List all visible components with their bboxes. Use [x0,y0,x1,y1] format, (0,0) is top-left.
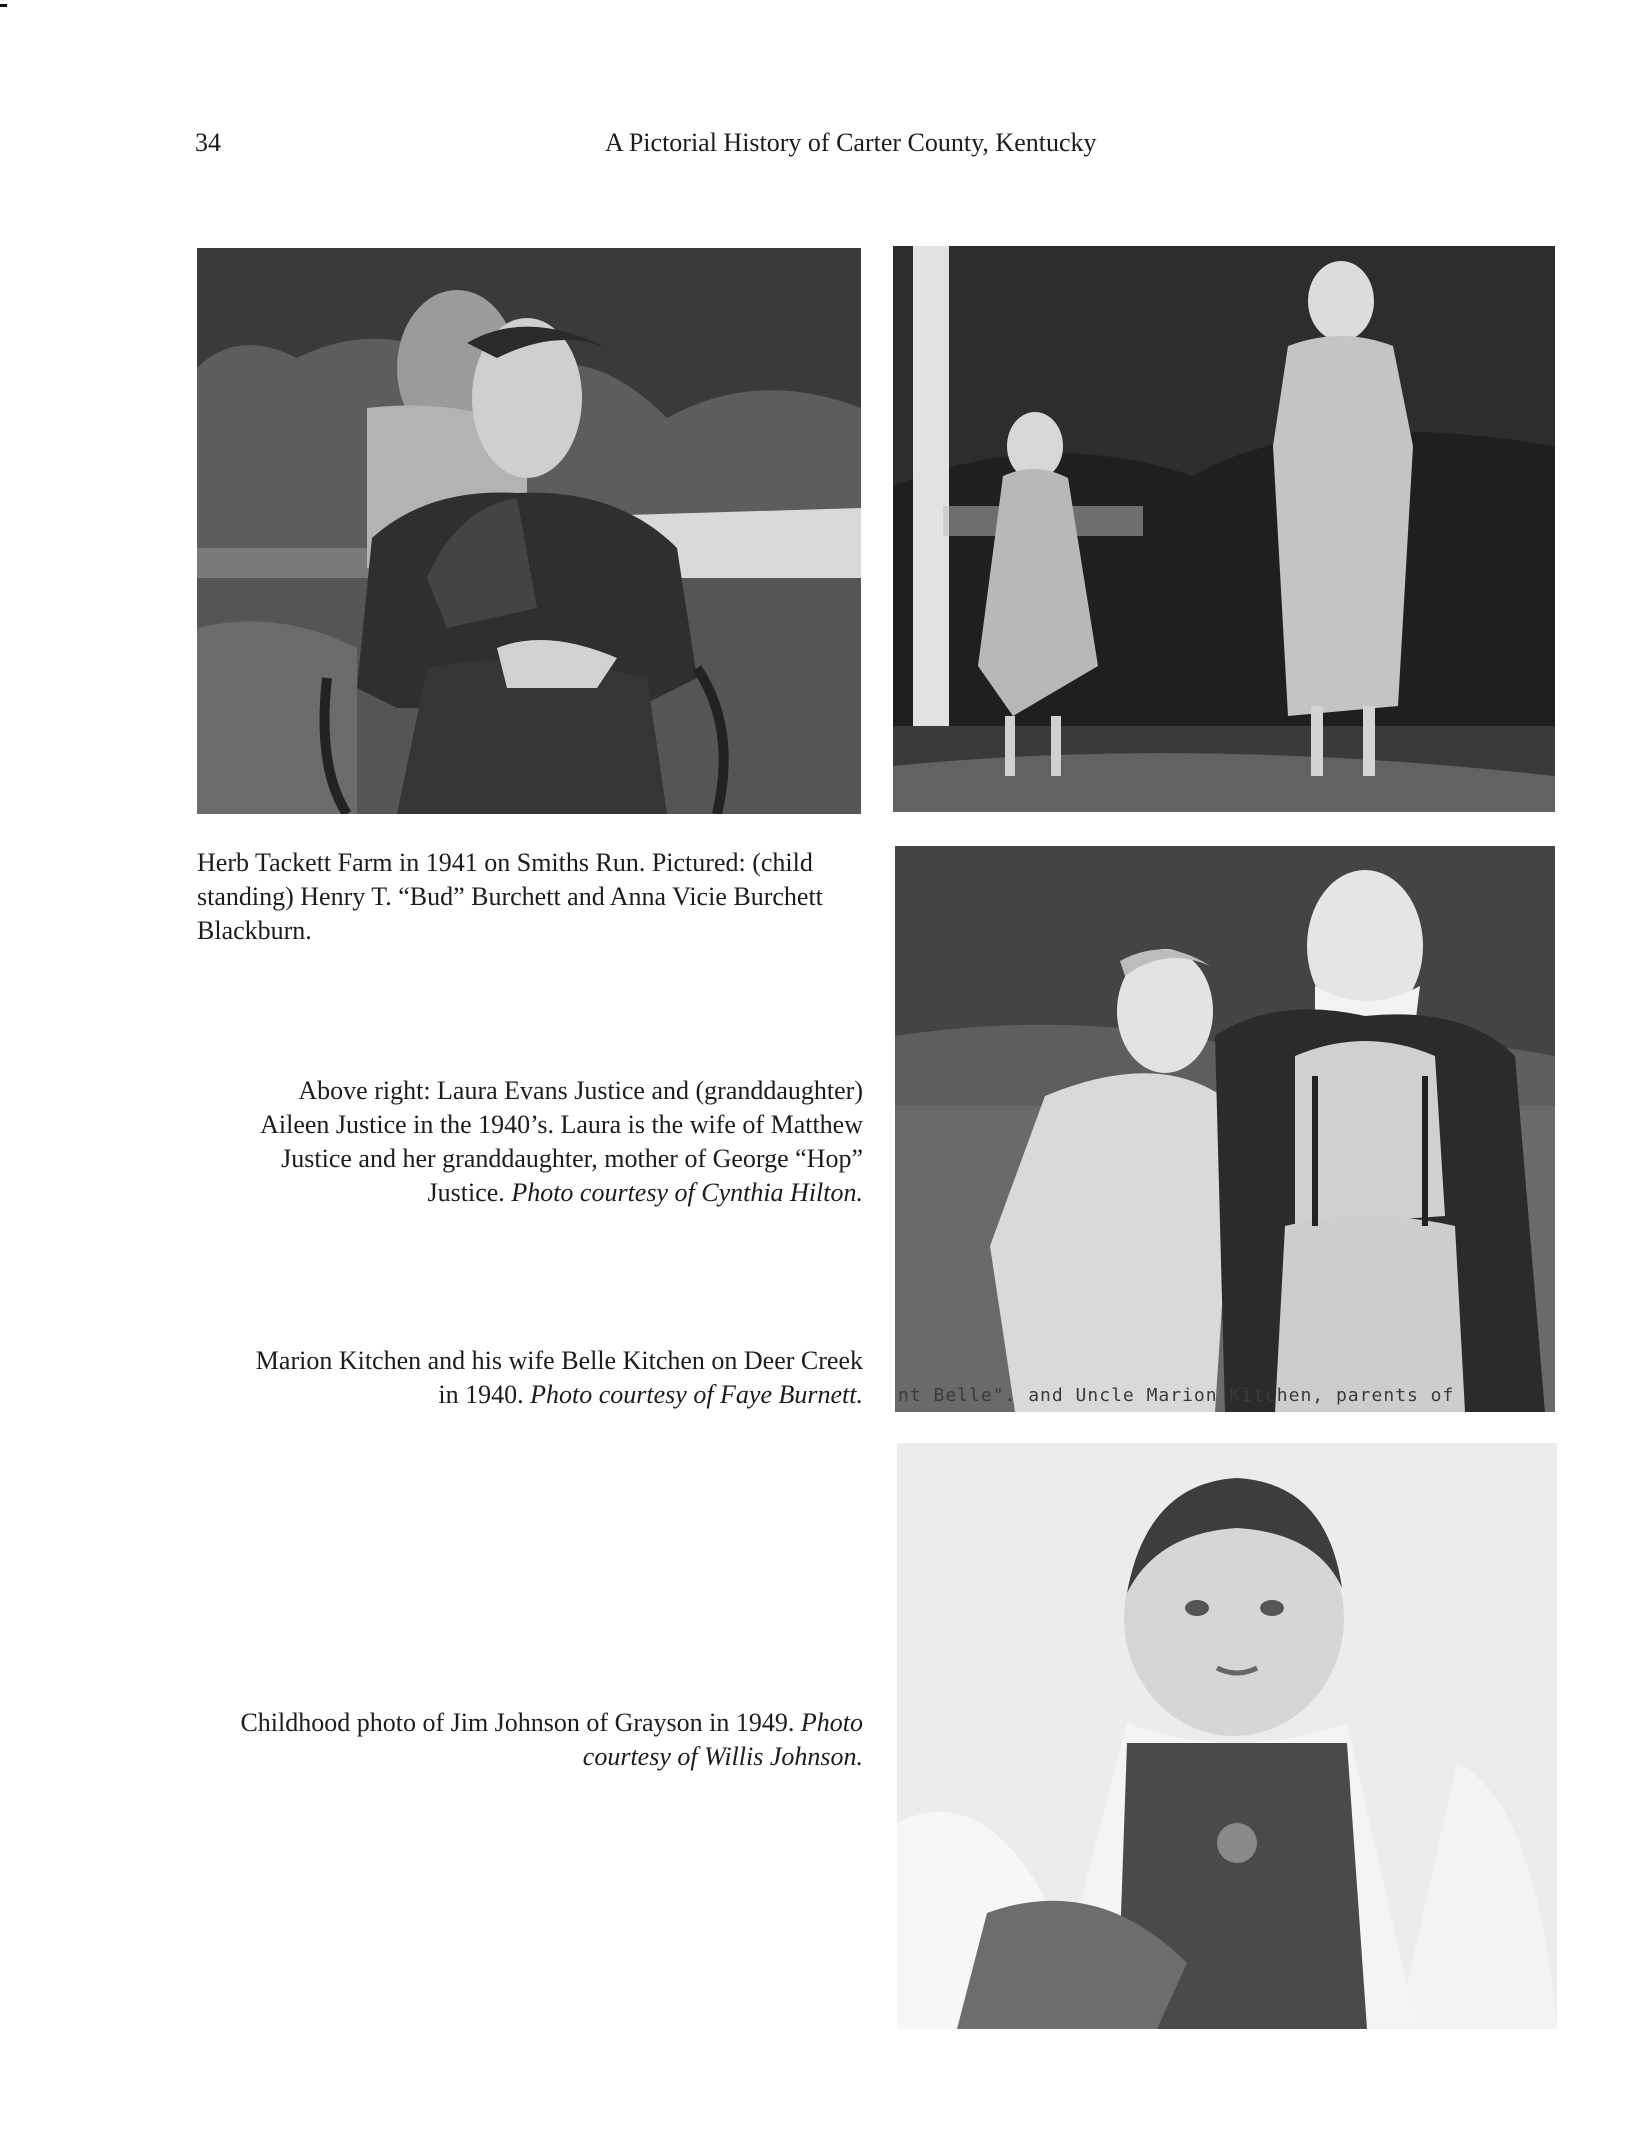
photo-credit: courtesy of Willis Johnson. [582,1742,863,1771]
caption-line: standing) Henry T. “Bud” Burchett and Anna Vicie Burchett [197,882,823,911]
caption-justice [260,1074,863,1210]
caption-line [260,1176,863,1210]
caption-line [256,1378,863,1412]
caption-line: Above right: Laura Evans Justice and (granddaughter) [298,1076,863,1105]
scan-edge-mark [0,4,7,7]
caption-line: Justice and her granddaughter, mother of George “Hop” [281,1144,863,1173]
photo-jim-johnson-childhood [897,1443,1557,2029]
caption-tackett-farm [197,846,823,948]
caption-line: Herb Tackett Farm in 1941 on Smiths Run. Pictured: (child [197,848,813,877]
caption-johnson [240,1706,863,1774]
photo-marion-belle-kitchen [895,846,1555,1412]
photo-credit: Photo courtesy of Cynthia Hilton. [511,1178,863,1207]
page-number: 34 [195,128,221,157]
caption-text: in 1940. [438,1380,531,1409]
caption-line [240,1706,863,1740]
photo-credit: Photo courtesy of Faye Burnett. [530,1380,863,1409]
photo-laura-aileen-justice [893,246,1555,812]
photo-tackett-farm [197,248,861,814]
caption-line: Aileen Justice in the 1940’s. Laura is the wife of Matthew [260,1110,863,1139]
photo-credit: Photo [800,1708,863,1737]
running-head-title: A Pictorial History of Carter County, Kentucky [605,128,1097,157]
caption-text: Childhood photo of Jim Johnson of Grayson in 1949. [240,1708,801,1737]
caption-kitchen [256,1344,863,1412]
caption-line: Marion Kitchen and his wife Belle Kitchen on Deer Creek [255,1346,863,1375]
caption-text: Justice. [427,1178,512,1207]
caption-line [240,1740,863,1774]
photo-inscription-text: nt Belle". and Uncle Marion Kitchen, parents of [898,1385,1455,1406]
caption-line: Blackburn. [197,916,312,945]
